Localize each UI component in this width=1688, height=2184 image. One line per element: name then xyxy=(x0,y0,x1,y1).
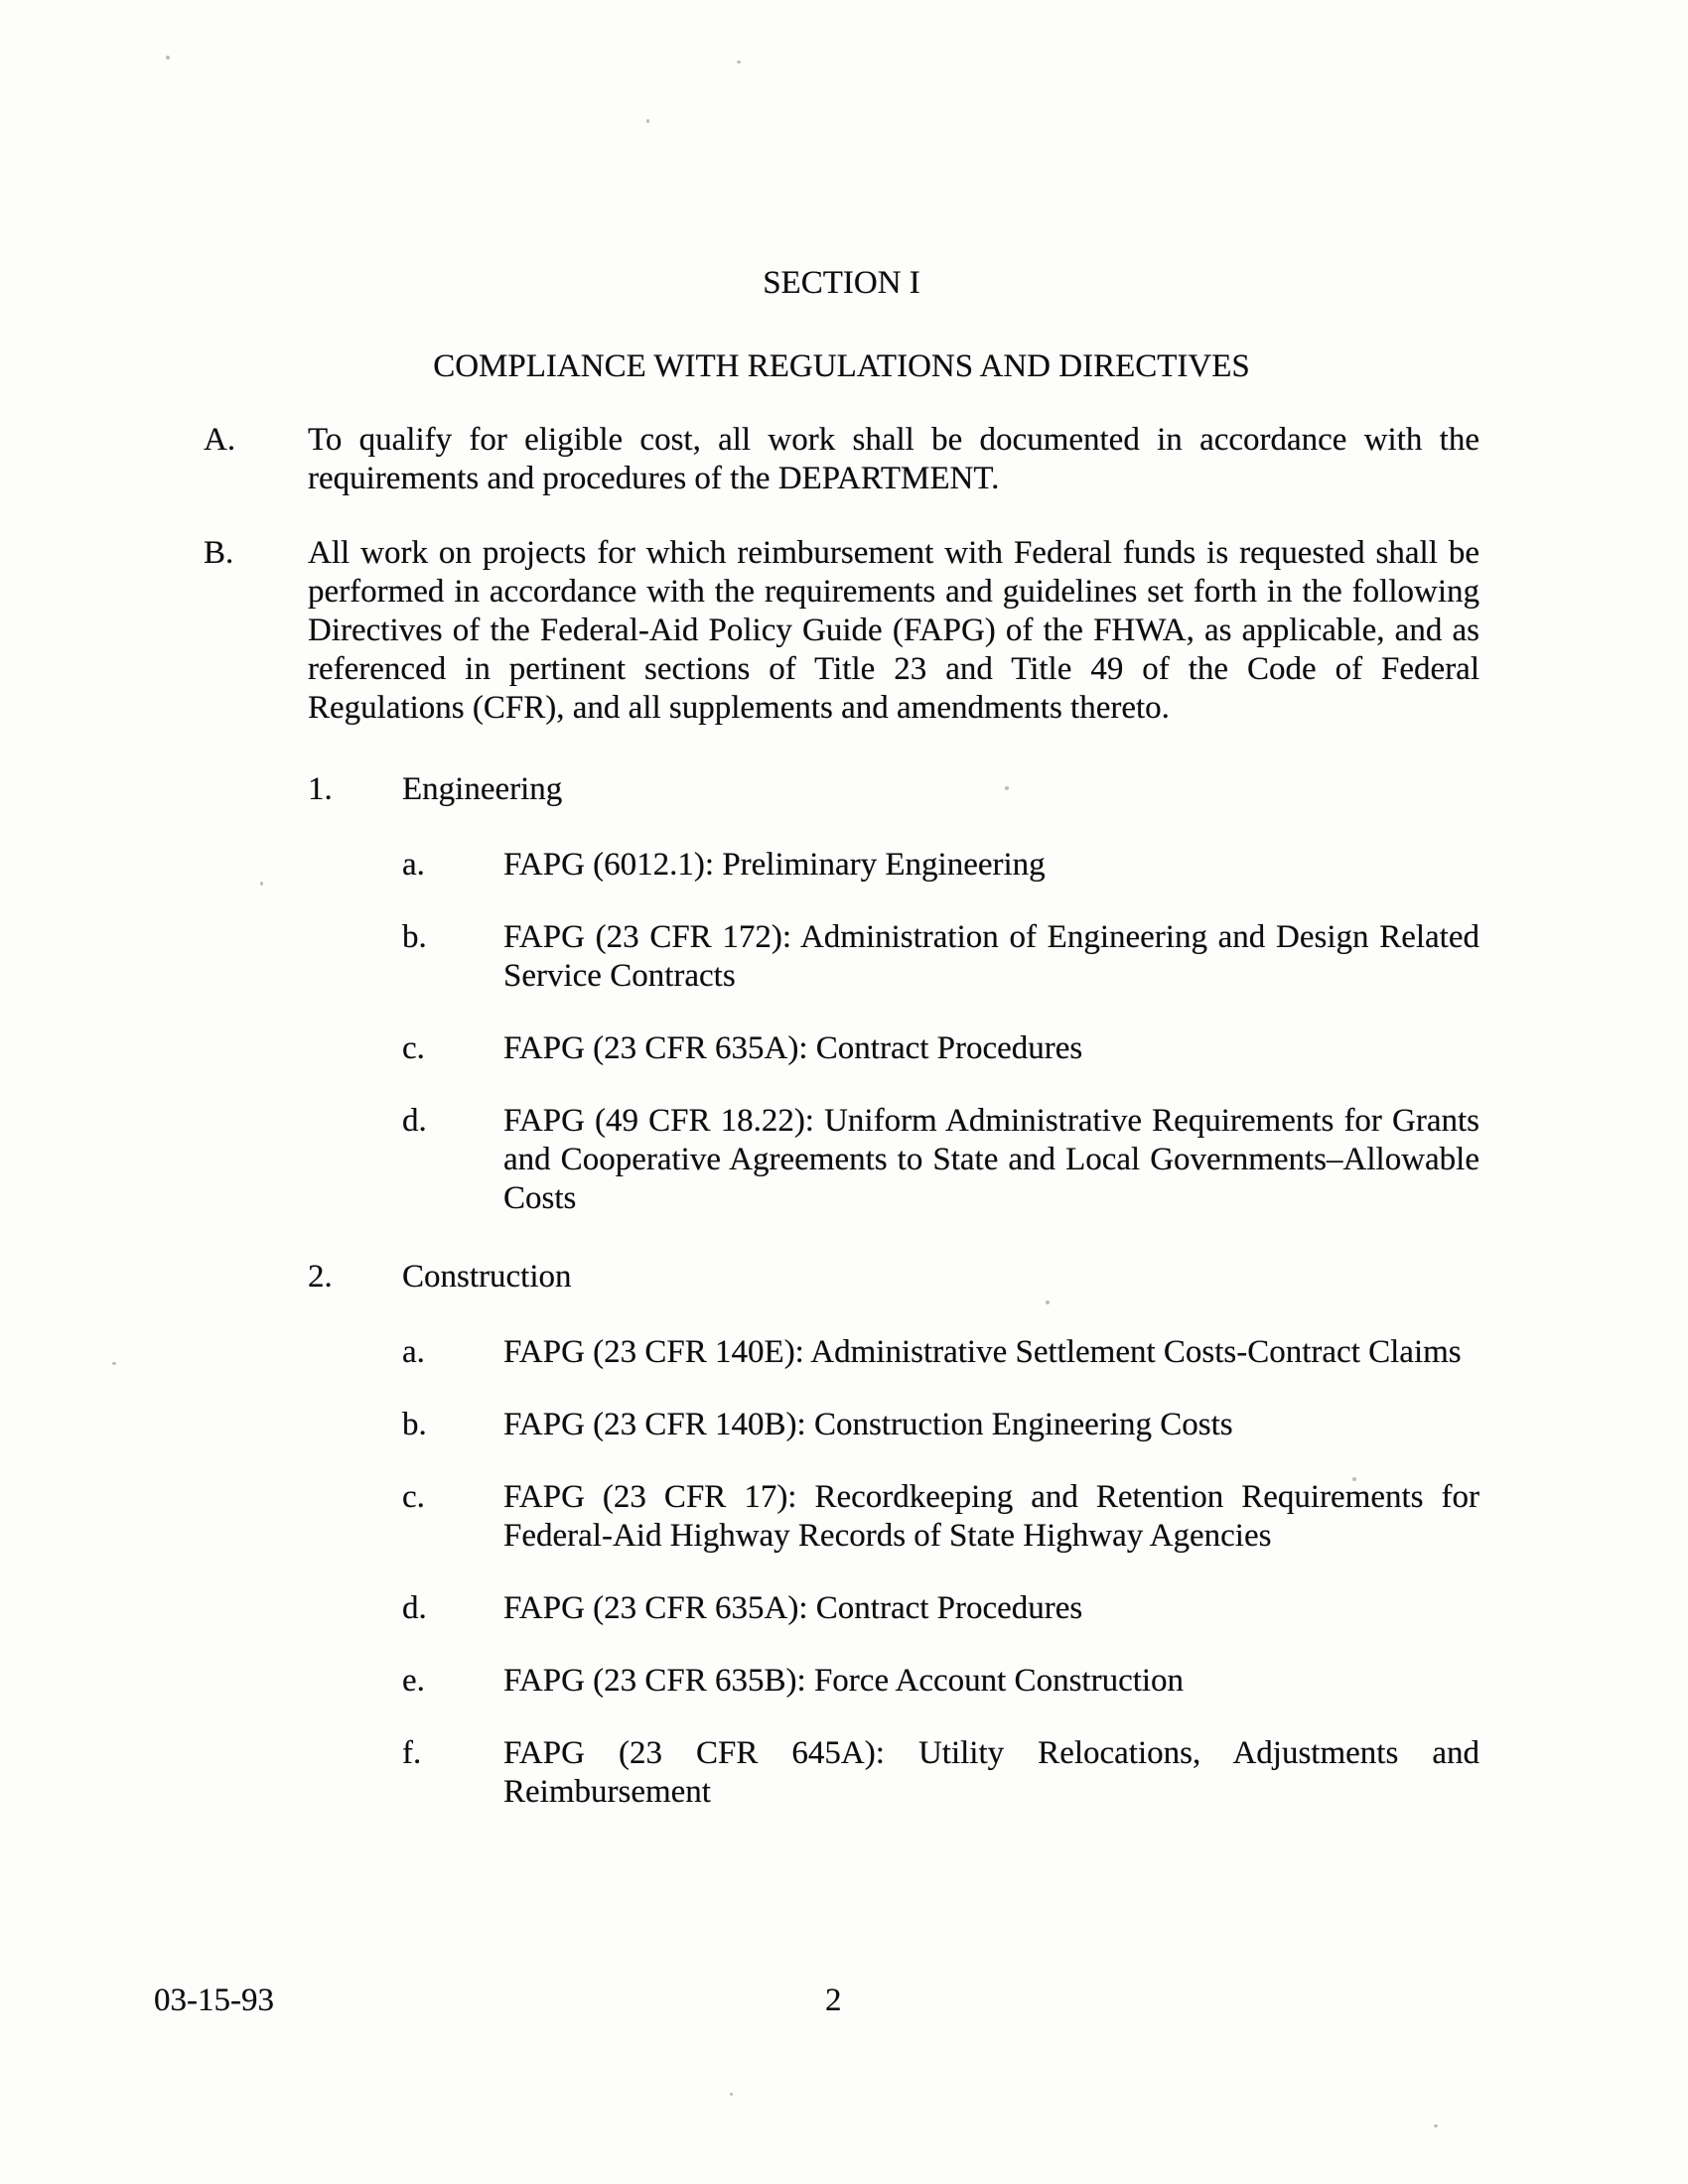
list-item-2f xyxy=(402,1734,1479,1812)
section-2-heading-row xyxy=(308,1258,1479,1297)
list-item-1c-text: FAPG (23 CFR 635A): Contract Procedures xyxy=(503,1030,1083,1066)
list-item-1c xyxy=(402,1029,1479,1068)
page-number: 2 xyxy=(825,1982,842,2018)
paragraph-a-text: To qualify for eligible cost, all work shall be documented in accordance with the requirements and procedures of the DEPARTMENT. xyxy=(308,422,1479,496)
list-item-2b xyxy=(402,1406,1479,1444)
list-item-2d-label: d. xyxy=(402,1590,427,1626)
list-item-2e xyxy=(402,1662,1479,1701)
list-item-2c xyxy=(402,1478,1479,1556)
list-item-2f-text: FAPG (23 CFR 645A): Utility Relocations, Adjustments and Reimbursement xyxy=(503,1735,1479,1810)
paragraph-a-label: A. xyxy=(204,422,236,458)
footer-date: 03-15-93 xyxy=(154,1982,274,2018)
list-item-1b-text: FAPG (23 CFR 172): Administration of Engineering and Design Related Service Contracts xyxy=(503,919,1479,994)
section-title: SECTION I xyxy=(763,265,920,301)
section-2-number: 2. xyxy=(308,1259,333,1295)
list-item-2a-label: a. xyxy=(402,1334,425,1370)
document-heading: COMPLIANCE WITH REGULATIONS AND DIRECTIVES xyxy=(433,348,1250,384)
list-item-1b-label: b. xyxy=(402,919,427,955)
list-item-2a-text: FAPG (23 CFR 140E): Administrative Settlement Costs-Contract Claims xyxy=(503,1334,1462,1370)
list-item-2a xyxy=(402,1333,1479,1372)
scan-speck xyxy=(1046,1300,1050,1304)
scan-speck xyxy=(1434,2124,1438,2127)
list-item-1c-label: c. xyxy=(402,1030,425,1066)
scan-speck xyxy=(1352,1477,1356,1481)
list-item-2e-text: FAPG (23 CFR 635B): Force Account Construction xyxy=(503,1663,1185,1699)
list-item-1d-label: d. xyxy=(402,1103,427,1139)
list-item-2d xyxy=(402,1589,1479,1628)
scan-speck xyxy=(112,1362,116,1365)
scan-speck xyxy=(166,56,170,60)
list-item-1a-label: a. xyxy=(402,847,425,883)
list-item-1b xyxy=(402,918,1479,996)
document-content xyxy=(204,264,1479,1845)
section-1-heading-row xyxy=(308,770,1479,809)
paragraph-b-text: All work on projects for which reimbursement with Federal funds is requested shall be performed in accordance with the requirements and guidelines set forth in the following Directives of the Federal-Aid Policy Guide (FAPG) of the FHWA, as applicable, and as referenced in pertinent sections of Title 23 and Title 49 of the Code of Federal Regulations (CFR), and all supplements and amendments thereto. xyxy=(308,535,1479,726)
list-item-2c-label: c. xyxy=(402,1479,425,1515)
list-item-2c-text: FAPG (23 CFR 17): Recordkeeping and Retention Requirements for Federal-Aid Highway Records of State Highway Agencies xyxy=(503,1479,1479,1554)
list-item-1d xyxy=(402,1102,1479,1218)
list-item-1d-text: FAPG (49 CFR 18.22): Uniform Administrative Requirements for Grants and Cooperative Agreements to State and Local Governments–Allowable Costs xyxy=(503,1103,1479,1216)
scan-speck xyxy=(730,2093,733,2096)
list-item-1a-text: FAPG (6012.1): Preliminary Engineering xyxy=(503,847,1046,883)
list-item-2b-label: b. xyxy=(402,1407,427,1442)
list-item-2e-label: e. xyxy=(402,1663,425,1699)
section-2-heading: Construction xyxy=(402,1259,572,1295)
scan-speck xyxy=(260,882,263,886)
scan-speck xyxy=(737,61,741,64)
paragraph-b-label: B. xyxy=(204,535,234,571)
paragraph-a xyxy=(204,421,1479,498)
section-1-number: 1. xyxy=(308,771,333,807)
list-item-2b-text: FAPG (23 CFR 140B): Construction Engineering Costs xyxy=(503,1407,1233,1442)
list-item-2f-label: f. xyxy=(402,1735,422,1771)
scan-speck xyxy=(646,119,649,123)
scan-speck xyxy=(1005,786,1009,790)
list-item-2d-text: FAPG (23 CFR 635A): Contract Procedures xyxy=(503,1590,1083,1626)
section-1-heading: Engineering xyxy=(402,771,563,807)
paragraph-b xyxy=(204,534,1479,728)
list-item-1a xyxy=(402,846,1479,885)
